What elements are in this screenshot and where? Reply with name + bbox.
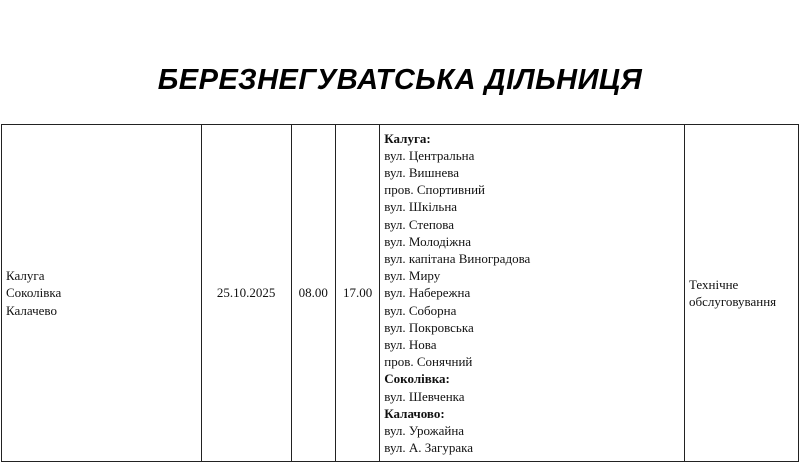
street-item: вул. капітана Виноградова	[384, 250, 531, 266]
street-item: вул. Молодіжна	[384, 233, 472, 249]
table-row	[2, 125, 799, 462]
village-heading: Соколівка:	[384, 371, 450, 387]
street-item: вул. Вишнева	[384, 164, 459, 180]
date-cell: 25.10.2025	[201, 125, 291, 462]
street-item: пров. Сонячний	[384, 354, 473, 370]
start-time-cell: 08.00	[291, 125, 335, 462]
streets-cell	[380, 125, 685, 462]
end-time-cell: 17.00	[335, 125, 379, 462]
street-item: вул. Центральна	[384, 147, 475, 163]
street-item: вул. Степова	[384, 216, 455, 232]
settlement-name: Калуга	[6, 268, 45, 284]
settlements-cell	[2, 125, 202, 462]
street-item: вул. Шевченка	[384, 388, 465, 404]
village-heading: Калуга:	[384, 130, 431, 146]
street-item: вул. А. Загурака	[384, 440, 474, 456]
street-item: вул. Миру	[384, 268, 441, 284]
reason-line: Технічне	[688, 276, 739, 292]
street-item: вул. Нова	[384, 337, 437, 352]
reason-cell	[684, 125, 798, 462]
settlement-name: Соколівка	[6, 285, 62, 301]
page-title: БЕРЕЗНЕГУВАТСЬКА ДІЛЬНИЦЯ	[157, 64, 643, 96]
street-item: вул. Покровська	[384, 319, 474, 335]
village-heading: Калачово:	[384, 405, 445, 421]
reason-line: обслуговування	[688, 294, 777, 309]
street-item: вул. Соборна	[384, 302, 457, 318]
outage-schedule-table	[1, 124, 799, 462]
street-item: вул. Шкільна	[384, 199, 458, 215]
street-item: вул. Набережна	[384, 285, 471, 301]
settlement-name: Калачево	[6, 302, 57, 318]
street-item: пров. Спортивний	[384, 182, 485, 198]
street-item: вул. Урожайна	[384, 423, 465, 439]
